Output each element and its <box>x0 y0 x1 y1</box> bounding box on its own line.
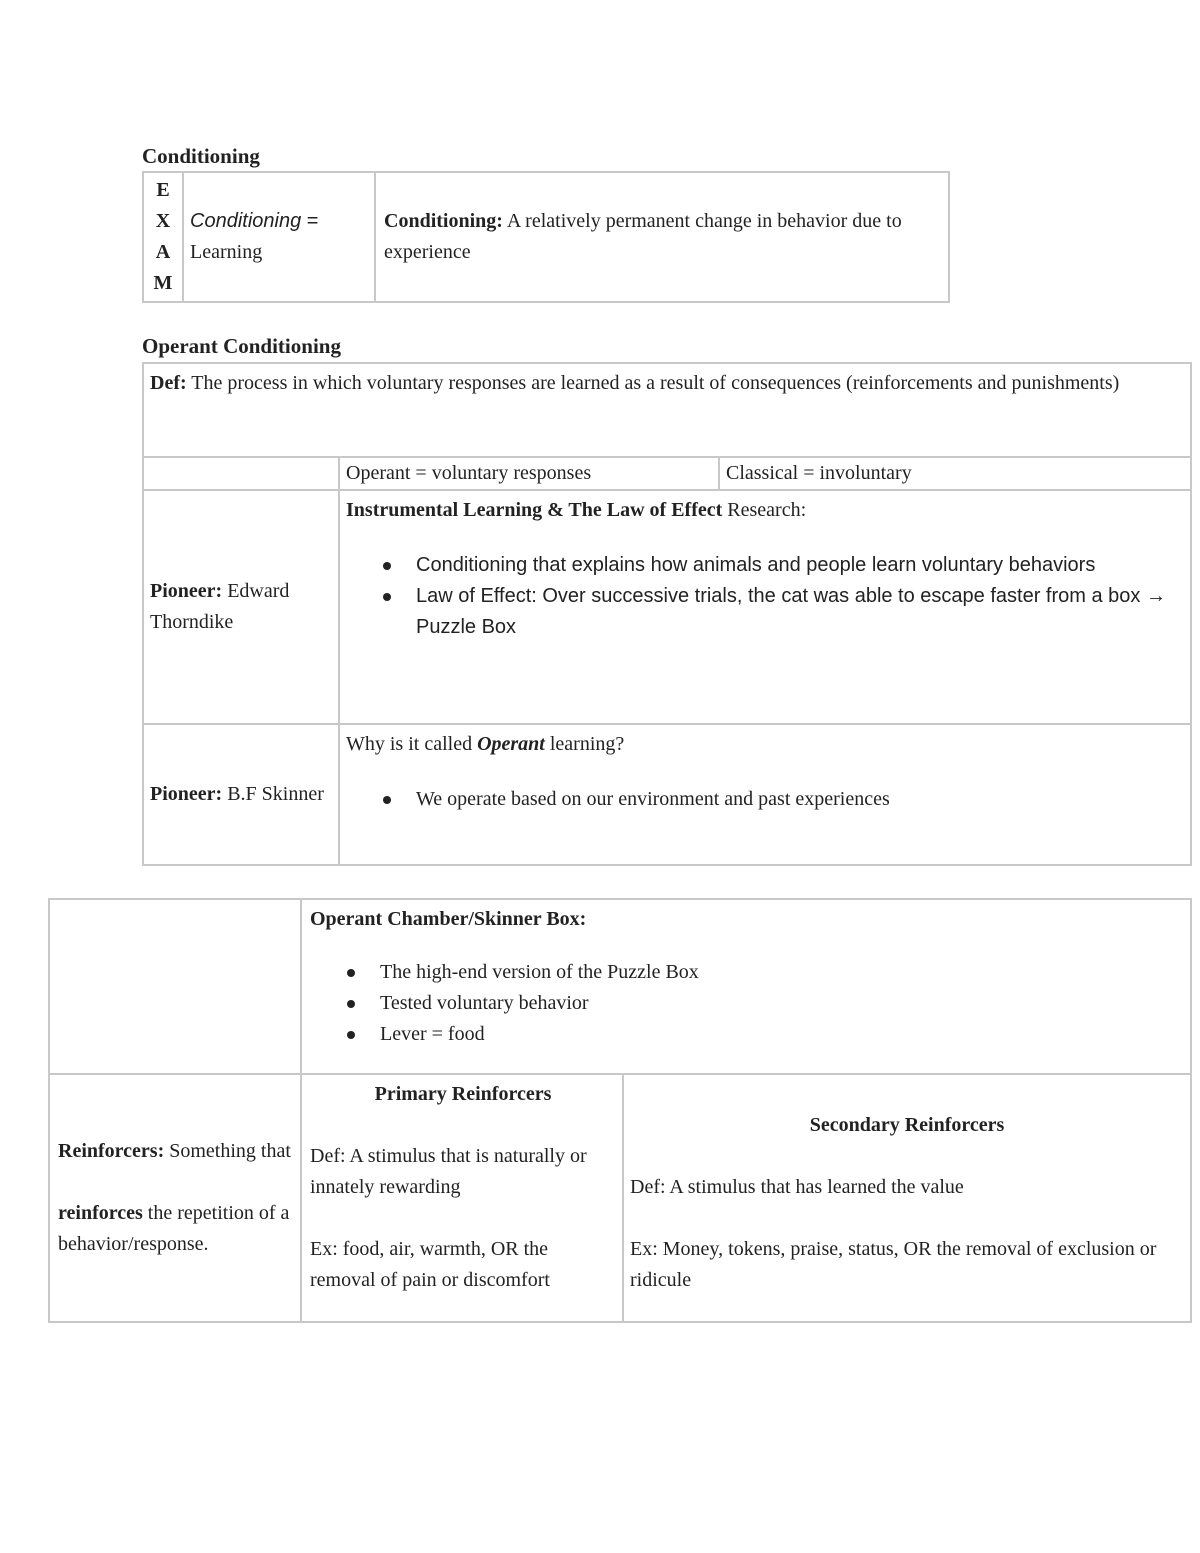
conditioning-italic: Conditioning <box>190 210 302 232</box>
classical-involuntary-cell: Classical = involuntary <box>719 457 1191 490</box>
primary-def: Def: A stimulus that is naturally or innately rewarding <box>310 1145 587 1198</box>
empty-cell <box>49 899 301 1074</box>
def-label: Def: <box>150 372 187 394</box>
chamber-bullet: Lever = food <box>380 1019 1184 1050</box>
chamber-title: Operant Chamber/Skinner Box: <box>310 908 587 930</box>
research-suffix: Research: <box>722 499 807 521</box>
def-text: The process in which voluntary responses are learned as a result of consequences (reinforcements and punishments) <box>186 372 1120 394</box>
operant-conditioning-table <box>142 362 1192 866</box>
pioneer-thorndike-cell <box>143 490 339 724</box>
pioneer-name: B.F Skinner <box>222 783 324 805</box>
thorndike-research-cell <box>339 490 1191 724</box>
primary-reinforcers-cell <box>301 1074 623 1322</box>
operant-conditioning-heading: Operant Conditioning <box>142 334 341 358</box>
conditioning-table <box>142 171 950 303</box>
why-bullet: We operate based on our environment and past experiences <box>416 784 1184 815</box>
why-prefix: Why is it called <box>346 733 478 755</box>
chamber-bullet: Tested voluntary behavior <box>380 988 1184 1019</box>
learning-text: Learning <box>190 241 263 263</box>
exam-letter: A <box>155 241 171 263</box>
pioneer-label: Pioneer: <box>150 580 223 602</box>
reinforcers-text1: Something that <box>164 1140 291 1162</box>
empty-cell <box>143 457 339 490</box>
research-title: Instrumental Learning & The Law of Effect <box>346 499 723 521</box>
chamber-bullet: The high-end version of the Puzzle Box <box>380 957 1184 988</box>
secondary-def: Def: A stimulus that has learned the value <box>630 1176 964 1198</box>
exam-letter: E <box>156 179 170 201</box>
conditioning-equals-cell <box>183 172 375 302</box>
research-bullet: Conditioning that explains how animals and people learn voluntary behaviors <box>416 550 1184 581</box>
why-suffix: learning? <box>544 733 625 755</box>
equals-sign: = <box>301 210 319 232</box>
definition-label: Conditioning: <box>384 210 503 232</box>
exam-label <box>143 172 183 302</box>
conditioning-definition-cell <box>375 172 949 302</box>
why-bullet-list <box>346 784 1184 815</box>
definition-text: A relatively permanent change in behavior due to experience <box>384 210 902 263</box>
reinforcers-table <box>48 898 1192 1323</box>
reinforcers-line2 <box>58 1198 294 1260</box>
operant-voluntary-cell: Operant = voluntary responses <box>339 457 719 490</box>
pioneer-name: Edward Thorndike <box>150 580 290 633</box>
secondary-reinforcers-cell <box>623 1074 1191 1322</box>
why-emphasis: Operant <box>477 733 545 755</box>
conditioning-heading: Conditioning <box>142 144 260 168</box>
pioneer-label: Pioneer: <box>150 783 223 805</box>
secondary-example: Ex: Money, tokens, praise, status, OR the removal of exclusion or ridicule <box>630 1238 1157 1291</box>
reinforcers-text2: the repetition of a behavior/response. <box>58 1202 290 1255</box>
reinforcers-label: Reinforcers: <box>58 1140 165 1162</box>
primary-example: Ex: food, air, warmth, OR the removal of pain or discomfort <box>310 1238 550 1291</box>
reinforcers-definition-cell <box>49 1074 301 1322</box>
primary-title: Primary Reinforcers <box>374 1083 552 1105</box>
chamber-bullet-list <box>310 957 1184 1050</box>
operant-definition-cell <box>143 363 1191 457</box>
secondary-title: Secondary Reinforcers <box>809 1114 1005 1136</box>
research-bullet-list <box>346 550 1184 643</box>
exam-letter: X <box>155 210 171 232</box>
pioneer-skinner-cell <box>143 724 339 865</box>
reinforcers-line1 <box>58 1136 294 1167</box>
exam-letter: M <box>153 272 173 294</box>
why-operant-cell <box>339 724 1191 865</box>
reinforces-bold: reinforces <box>58 1202 143 1224</box>
skinner-box-cell <box>301 899 1191 1074</box>
research-bullet: Law of Effect: Over successive trials, the cat was able to escape faster from a box → Puzzle Box <box>416 581 1184 643</box>
